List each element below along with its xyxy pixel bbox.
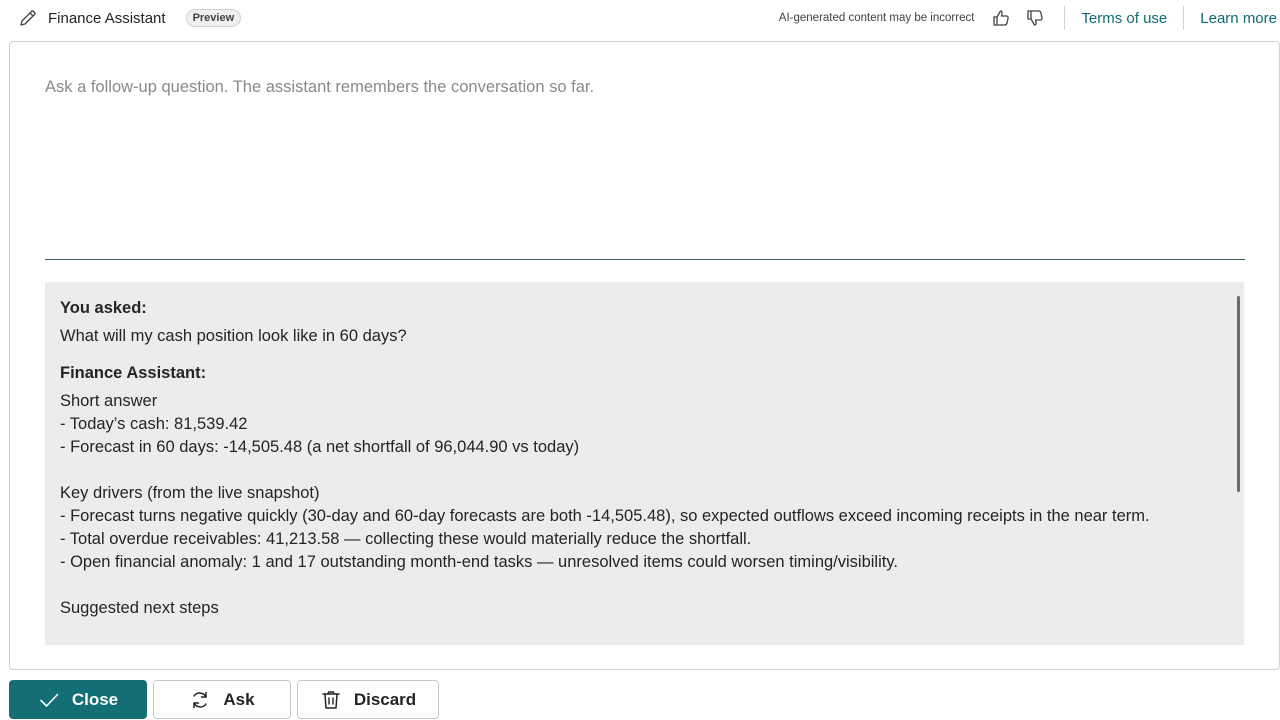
- answer-spacer: [60, 574, 1230, 597]
- assistant-label: Finance Assistant:: [60, 364, 207, 382]
- preview-badge: Preview: [186, 9, 242, 27]
- user-question: What will my cash position look like in 60 days?: [60, 327, 407, 345]
- thumbs-down-icon[interactable]: [1024, 7, 1046, 29]
- app-title: Finance Assistant: [48, 9, 166, 27]
- response-scrollbar[interactable]: [1237, 296, 1240, 492]
- answer-line: Key drivers (from the live snapshot): [60, 484, 320, 502]
- conversation-content: [60, 297, 1230, 620]
- discard-label: Discard: [353, 689, 417, 709]
- refresh-icon: [189, 689, 211, 711]
- title-group: [18, 7, 241, 29]
- user-label: You asked:: [60, 299, 147, 317]
- answer-line: Short answer: [60, 392, 158, 410]
- thumbs-up-icon[interactable]: [990, 7, 1012, 29]
- ask-button[interactable]: [153, 680, 291, 719]
- pencil-icon[interactable]: [18, 8, 38, 28]
- trash-icon: [320, 689, 342, 711]
- learn-more-link[interactable]: Learn more: [1200, 9, 1277, 27]
- divider: [1064, 6, 1065, 30]
- answer-line: - Forecast in 60 days: -14,505.48 (a net shortfall of 96,044.90 vs today): [60, 438, 580, 456]
- action-bar: [9, 680, 439, 719]
- assistant-answer: [60, 390, 1230, 620]
- assistant-panel: [9, 41, 1280, 670]
- follow-up-input[interactable]: [45, 70, 1245, 260]
- answer-line: - Open financial anomaly: 1 and 17 outstanding month-end tasks — unresolved items could worsen timing/visibility.: [60, 553, 898, 571]
- answer-line: - Forecast turns negative quickly (30-day and 60-day forecasts are both -14,505.48), so expected outflows exceed incoming receipts in the near term.: [60, 507, 1150, 525]
- checkmark-icon: [38, 689, 60, 711]
- answer-line: Suggested next steps: [60, 599, 219, 617]
- terms-of-use-link[interactable]: Terms of use: [1081, 9, 1168, 27]
- answer-spacer: [60, 459, 1230, 482]
- close-label: Close: [71, 689, 119, 709]
- ai-disclaimer: AI-generated content may be incorrect: [778, 12, 975, 24]
- answer-line: - Today’s cash: 81,539.42: [60, 415, 248, 433]
- close-button[interactable]: [9, 680, 147, 719]
- answer-line: - Total overdue receivables: 41,213.58 — collecting these would materially reduce the shortfall.: [60, 530, 752, 548]
- response-area[interactable]: [45, 282, 1244, 645]
- header-bar: [0, 0, 1280, 36]
- discard-button[interactable]: [297, 680, 439, 719]
- header-actions: [779, 5, 1277, 31]
- divider: [1183, 6, 1184, 30]
- ask-label: Ask: [223, 689, 255, 709]
